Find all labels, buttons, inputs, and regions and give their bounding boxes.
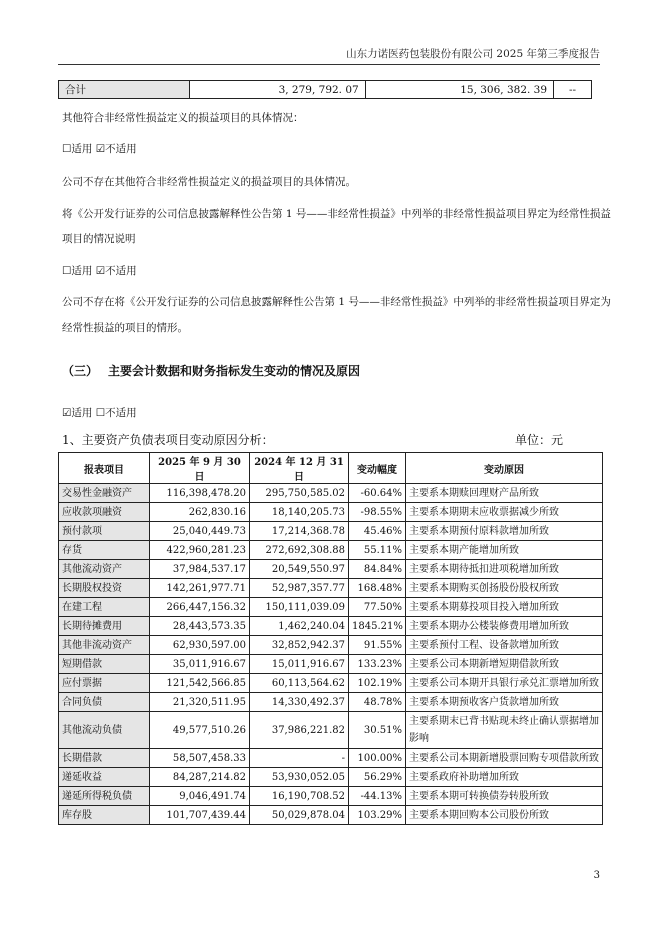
report-header-title: 山东力诺医药包装股份有限公司 2025 年第三季度报告 [346, 48, 600, 60]
row-item: 短期借款 [59, 655, 150, 674]
row-reason: 主要系本期办公楼装修费用增加所致 [406, 617, 603, 636]
row-current-value: 35,011,916.67 [150, 655, 250, 674]
row-prior-value: 52,987,357.77 [250, 579, 349, 598]
sub-heading: 1、主要资产负债表项目变动原因分析： [62, 433, 274, 447]
row-prior-value: 150,111,039.09 [250, 598, 349, 617]
table-body [59, 484, 603, 825]
row-reason: 主要系本期预付原料款增加所致 [406, 522, 603, 541]
row-reason: 主要系本期期末应收票据减少所致 [406, 503, 603, 522]
column-header-prior: 2024 年 12 月 31 日 [250, 453, 349, 484]
table-row [59, 560, 603, 579]
table-row [59, 749, 603, 768]
row-current-value: 37,984,537.17 [150, 560, 250, 579]
row-current-value: 262,830.16 [150, 503, 250, 522]
row-reason: 主要系本期待抵扣进项税增加所致 [406, 560, 603, 579]
row-current-value: 25,040,449.73 [150, 522, 250, 541]
row-item: 长期股权投资 [59, 579, 150, 598]
table-row [59, 693, 603, 712]
row-item: 应付票据 [59, 674, 150, 693]
row-reason: 主要系本期预收客户货款增加所致 [406, 693, 603, 712]
total-table [58, 80, 592, 99]
table-row [59, 617, 603, 636]
row-change: 168.48% [349, 579, 406, 598]
column-header-change: 变动幅度 [349, 453, 406, 484]
row-item: 交易性金融资产 [59, 484, 150, 503]
table-row [59, 484, 603, 503]
total-ytd-value: 15, 306, 382. 39 [365, 81, 553, 99]
row-change: 133.23% [349, 655, 406, 674]
row-prior-value: - [250, 749, 349, 768]
table-row [59, 636, 603, 655]
row-reason: 主要系本期募投项目投入增加所致 [406, 598, 603, 617]
table-row [59, 503, 603, 522]
row-change: 102.19% [349, 674, 406, 693]
row-item: 其他流动资产 [59, 560, 150, 579]
row-current-value: 142,261,977.71 [150, 579, 250, 598]
total-row [59, 81, 592, 99]
row-item: 在建工程 [59, 598, 150, 617]
row-item: 长期待摊费用 [59, 617, 150, 636]
row-prior-value: 37,986,221.82 [250, 712, 349, 749]
row-reason: 主要系本期回购本公司股份所致 [406, 806, 603, 825]
row-reason: 主要系预付工程、设备款增加所致 [406, 636, 603, 655]
row-change: -98.55% [349, 503, 406, 522]
row-change: -60.64% [349, 484, 406, 503]
row-change: 45.46% [349, 522, 406, 541]
row-item: 应收款项融资 [59, 503, 150, 522]
row-prior-value: 60,113,564.62 [250, 674, 349, 693]
row-current-value: 422,960,281.23 [150, 541, 250, 560]
section-title: 主要会计数据和财务指标发生变动的情况及原因 [108, 364, 361, 378]
row-current-value: 58,507,458.33 [150, 749, 250, 768]
row-change: 77.50% [349, 598, 406, 617]
row-change: 1845.21% [349, 617, 406, 636]
paragraph-reclass-line1: 将《公开发行证券的公司信息披露解释性公告第 1 号——非经常性损益》中列举的非经常性损益项目界定为经常性损益 [62, 208, 611, 220]
row-prior-value: 20,549,550.97 [250, 560, 349, 579]
paragraph-other-items: 其他符合非经常性损益定义的损益项目的具体情况： [62, 112, 304, 124]
row-item: 预付款项 [59, 522, 150, 541]
row-item: 递延所得税负债 [59, 787, 150, 806]
row-prior-value: 295,750,585.02 [250, 484, 349, 503]
row-reason: 主要系期末已背书贴现未终止确认票据增加影响 [406, 712, 603, 749]
paragraph-no-reclass-line2: 经常性损益的项目的情形。 [62, 322, 188, 334]
row-item: 其他非流动资产 [59, 636, 150, 655]
row-current-value: 9,046,491.74 [150, 787, 250, 806]
column-header-reason: 变动原因 [406, 453, 603, 484]
applicable-option-2: ☐适用 ☑不适用 [62, 265, 137, 277]
row-change: 100.00% [349, 749, 406, 768]
row-change: -44.13% [349, 787, 406, 806]
section-number: （三） [62, 364, 99, 378]
row-change: 55.11% [349, 541, 406, 560]
row-reason: 主要系公司本期新增股票回购专项借款所致 [406, 749, 603, 768]
row-reason: 主要系政府补助增加所致 [406, 768, 603, 787]
row-prior-value: 15,011,916.67 [250, 655, 349, 674]
row-current-value: 84,287,214.82 [150, 768, 250, 787]
row-current-value: 21,320,511.95 [150, 693, 250, 712]
total-current-value: 3, 279, 792. 07 [190, 81, 366, 99]
row-item: 合同负债 [59, 693, 150, 712]
table-row [59, 712, 603, 749]
paragraph-reclass-line2: 项目的情况说明 [62, 233, 136, 245]
applicable-option-1: ☐适用 ☑不适用 [62, 143, 137, 155]
row-change: 84.84% [349, 560, 406, 579]
unit-label: 单位：元 [515, 433, 564, 447]
row-reason: 主要系本期赎回理财产品所致 [406, 484, 603, 503]
table-row [59, 674, 603, 693]
row-change: 56.29% [349, 768, 406, 787]
table-row [59, 598, 603, 617]
row-prior-value: 17,214,368.78 [250, 522, 349, 541]
column-header-item: 报表项目 [59, 453, 150, 484]
row-prior-value: 272,692,308.88 [250, 541, 349, 560]
table-row [59, 768, 603, 787]
row-current-value: 62,930,597.00 [150, 636, 250, 655]
row-change: 91.55% [349, 636, 406, 655]
row-current-value: 116,398,478.20 [150, 484, 250, 503]
row-current-value: 266,447,156.32 [150, 598, 250, 617]
row-prior-value: 14,330,492.37 [250, 693, 349, 712]
row-reason: 主要系本期产能增加所致 [406, 541, 603, 560]
table-header-row [59, 453, 603, 484]
row-item: 库存股 [59, 806, 150, 825]
page-number: 3 [593, 870, 600, 881]
total-label: 合计 [59, 81, 190, 99]
table-row [59, 806, 603, 825]
row-item: 递延收益 [59, 768, 150, 787]
row-prior-value: 53,930,052.05 [250, 768, 349, 787]
row-current-value: 49,577,510.26 [150, 712, 250, 749]
row-reason: 主要系本期购买创扬股份股权所致 [406, 579, 603, 598]
table-row [59, 541, 603, 560]
row-prior-value: 32,852,942.37 [250, 636, 349, 655]
row-current-value: 28,443,573.35 [150, 617, 250, 636]
row-prior-value: 16,190,708.52 [250, 787, 349, 806]
row-prior-value: 18,140,205.73 [250, 503, 349, 522]
balance-sheet-change-table [58, 452, 603, 825]
table-row [59, 787, 603, 806]
row-current-value: 101,707,439.44 [150, 806, 250, 825]
row-reason: 主要系公司本期新增短期借款所致 [406, 655, 603, 674]
row-item: 存货 [59, 541, 150, 560]
row-change: 48.78% [349, 693, 406, 712]
table-row [59, 655, 603, 674]
row-item: 长期借款 [59, 749, 150, 768]
paragraph-no-reclass-line1: 公司不存在将《公开发行证券的公司信息披露解释性公告第 1 号——非经常性损益》中列举的非经常性损益项目界定为 [62, 296, 611, 308]
column-header-current: 2025 年 9 月 30 日 [150, 453, 250, 484]
section-heading [62, 362, 360, 379]
header-divider [58, 64, 600, 65]
row-item: 其他流动负债 [59, 712, 150, 749]
row-prior-value: 50,029,878.04 [250, 806, 349, 825]
row-prior-value: 1,462,240.04 [250, 617, 349, 636]
table-row [59, 579, 603, 598]
table-row [59, 522, 603, 541]
row-current-value: 121,542,566.85 [150, 674, 250, 693]
row-change: 30.51% [349, 712, 406, 749]
paragraph-no-other-items: 公司不存在其他符合非经常性损益定义的损益项目的具体情况。 [62, 176, 356, 188]
applicable-option-3: ☑适用 ☐不适用 [62, 407, 137, 419]
row-reason: 主要系本期可转换债券转股所致 [406, 787, 603, 806]
row-change: 103.29% [349, 806, 406, 825]
total-note: -- [554, 81, 592, 99]
row-reason: 主要系公司本期开具银行承兑汇票增加所致 [406, 674, 603, 693]
